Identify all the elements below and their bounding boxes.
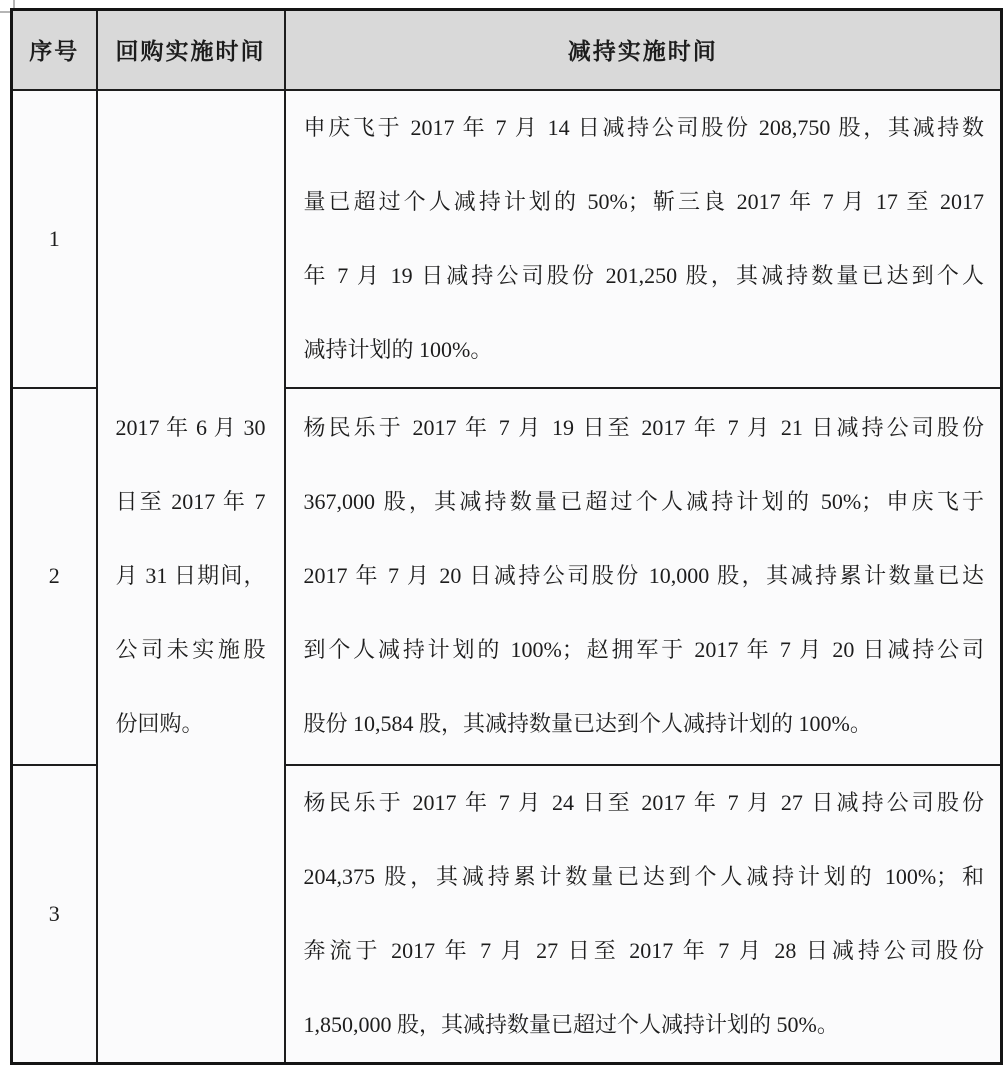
reduction-detail-text — [286, 91, 1001, 387]
row-number-cell: 1 — [12, 90, 97, 388]
detail-line: 年 7 月 19 日减持公司股份 201,250 股，其减持数量已达到个人 — [303, 262, 984, 288]
detail-line: 1,850,000 股，其减持数量已超过个人减持计划的 50%。 — [303, 1011, 839, 1037]
detail-line: 2017 年 7 月 20 日减持公司股份 10,000 股，其减持累计数量已达 — [303, 563, 984, 588]
row-number-cell: 2 — [12, 388, 97, 765]
header-cell-reduction-time: 减持实施时间 — [285, 10, 1002, 90]
repurchase-period-text — [116, 391, 266, 761]
header-cell-repurchase-time: 回购实施时间 — [97, 10, 285, 90]
table-row — [12, 90, 1002, 388]
period-line: 2017 年 6 月 30 — [115, 415, 266, 440]
reduction-detail-cell — [285, 765, 1002, 1064]
reduction-detail-cell — [285, 90, 1002, 388]
detail-line: 杨民乐于 2017 年 7 月 19 日至 2017 年 7 月 21 日减持公司股份 — [303, 415, 984, 440]
detail-line: 减持计划的 100%。 — [303, 336, 493, 362]
detail-line: 量已超过个人减持计划的 50%；靳三良 2017 年 7 月 17 至 2017 — [303, 188, 984, 214]
header-cell-no: 序号 — [12, 10, 97, 90]
detail-line: 股份 10,584 股，其减持数量已达到个人减持计划的 100%。 — [303, 711, 872, 736]
detail-line: 到个人减持计划的 100%；赵拥军于 2017 年 7 月 20 日减持公司 — [303, 637, 984, 662]
period-line: 日至 2017 年 7 — [115, 489, 266, 514]
period-line: 公司未实施股 — [115, 637, 266, 662]
table-header-row — [12, 10, 1002, 90]
period-line: 份回购。 — [115, 711, 204, 736]
reduction-detail-text — [286, 766, 1001, 1062]
share-reduction-table — [10, 8, 1003, 1065]
detail-line: 奔流于 2017 年 7 月 27 日至 2017 年 7 月 28 日减持公司股份 — [303, 937, 984, 963]
detail-line: 204,375 股，其减持累计数量已达到个人减持计划的 100%；和 — [303, 863, 984, 889]
detail-line: 367,000 股，其减持数量已超过个人减持计划的 50%；申庆飞于 — [303, 489, 984, 514]
repurchase-period-cell — [97, 90, 285, 1064]
detail-line: 申庆飞于 2017 年 7 月 14 日减持公司股份 208,750 股，其减持数 — [303, 114, 984, 140]
period-line: 月 31 日期间， — [115, 563, 266, 588]
detail-line: 杨民乐于 2017 年 7 月 24 日至 2017 年 7 月 27 日减持公司股份 — [303, 789, 984, 815]
row-number-cell: 3 — [12, 765, 97, 1064]
reduction-detail-text — [286, 391, 1001, 761]
reduction-detail-cell — [285, 388, 1002, 765]
